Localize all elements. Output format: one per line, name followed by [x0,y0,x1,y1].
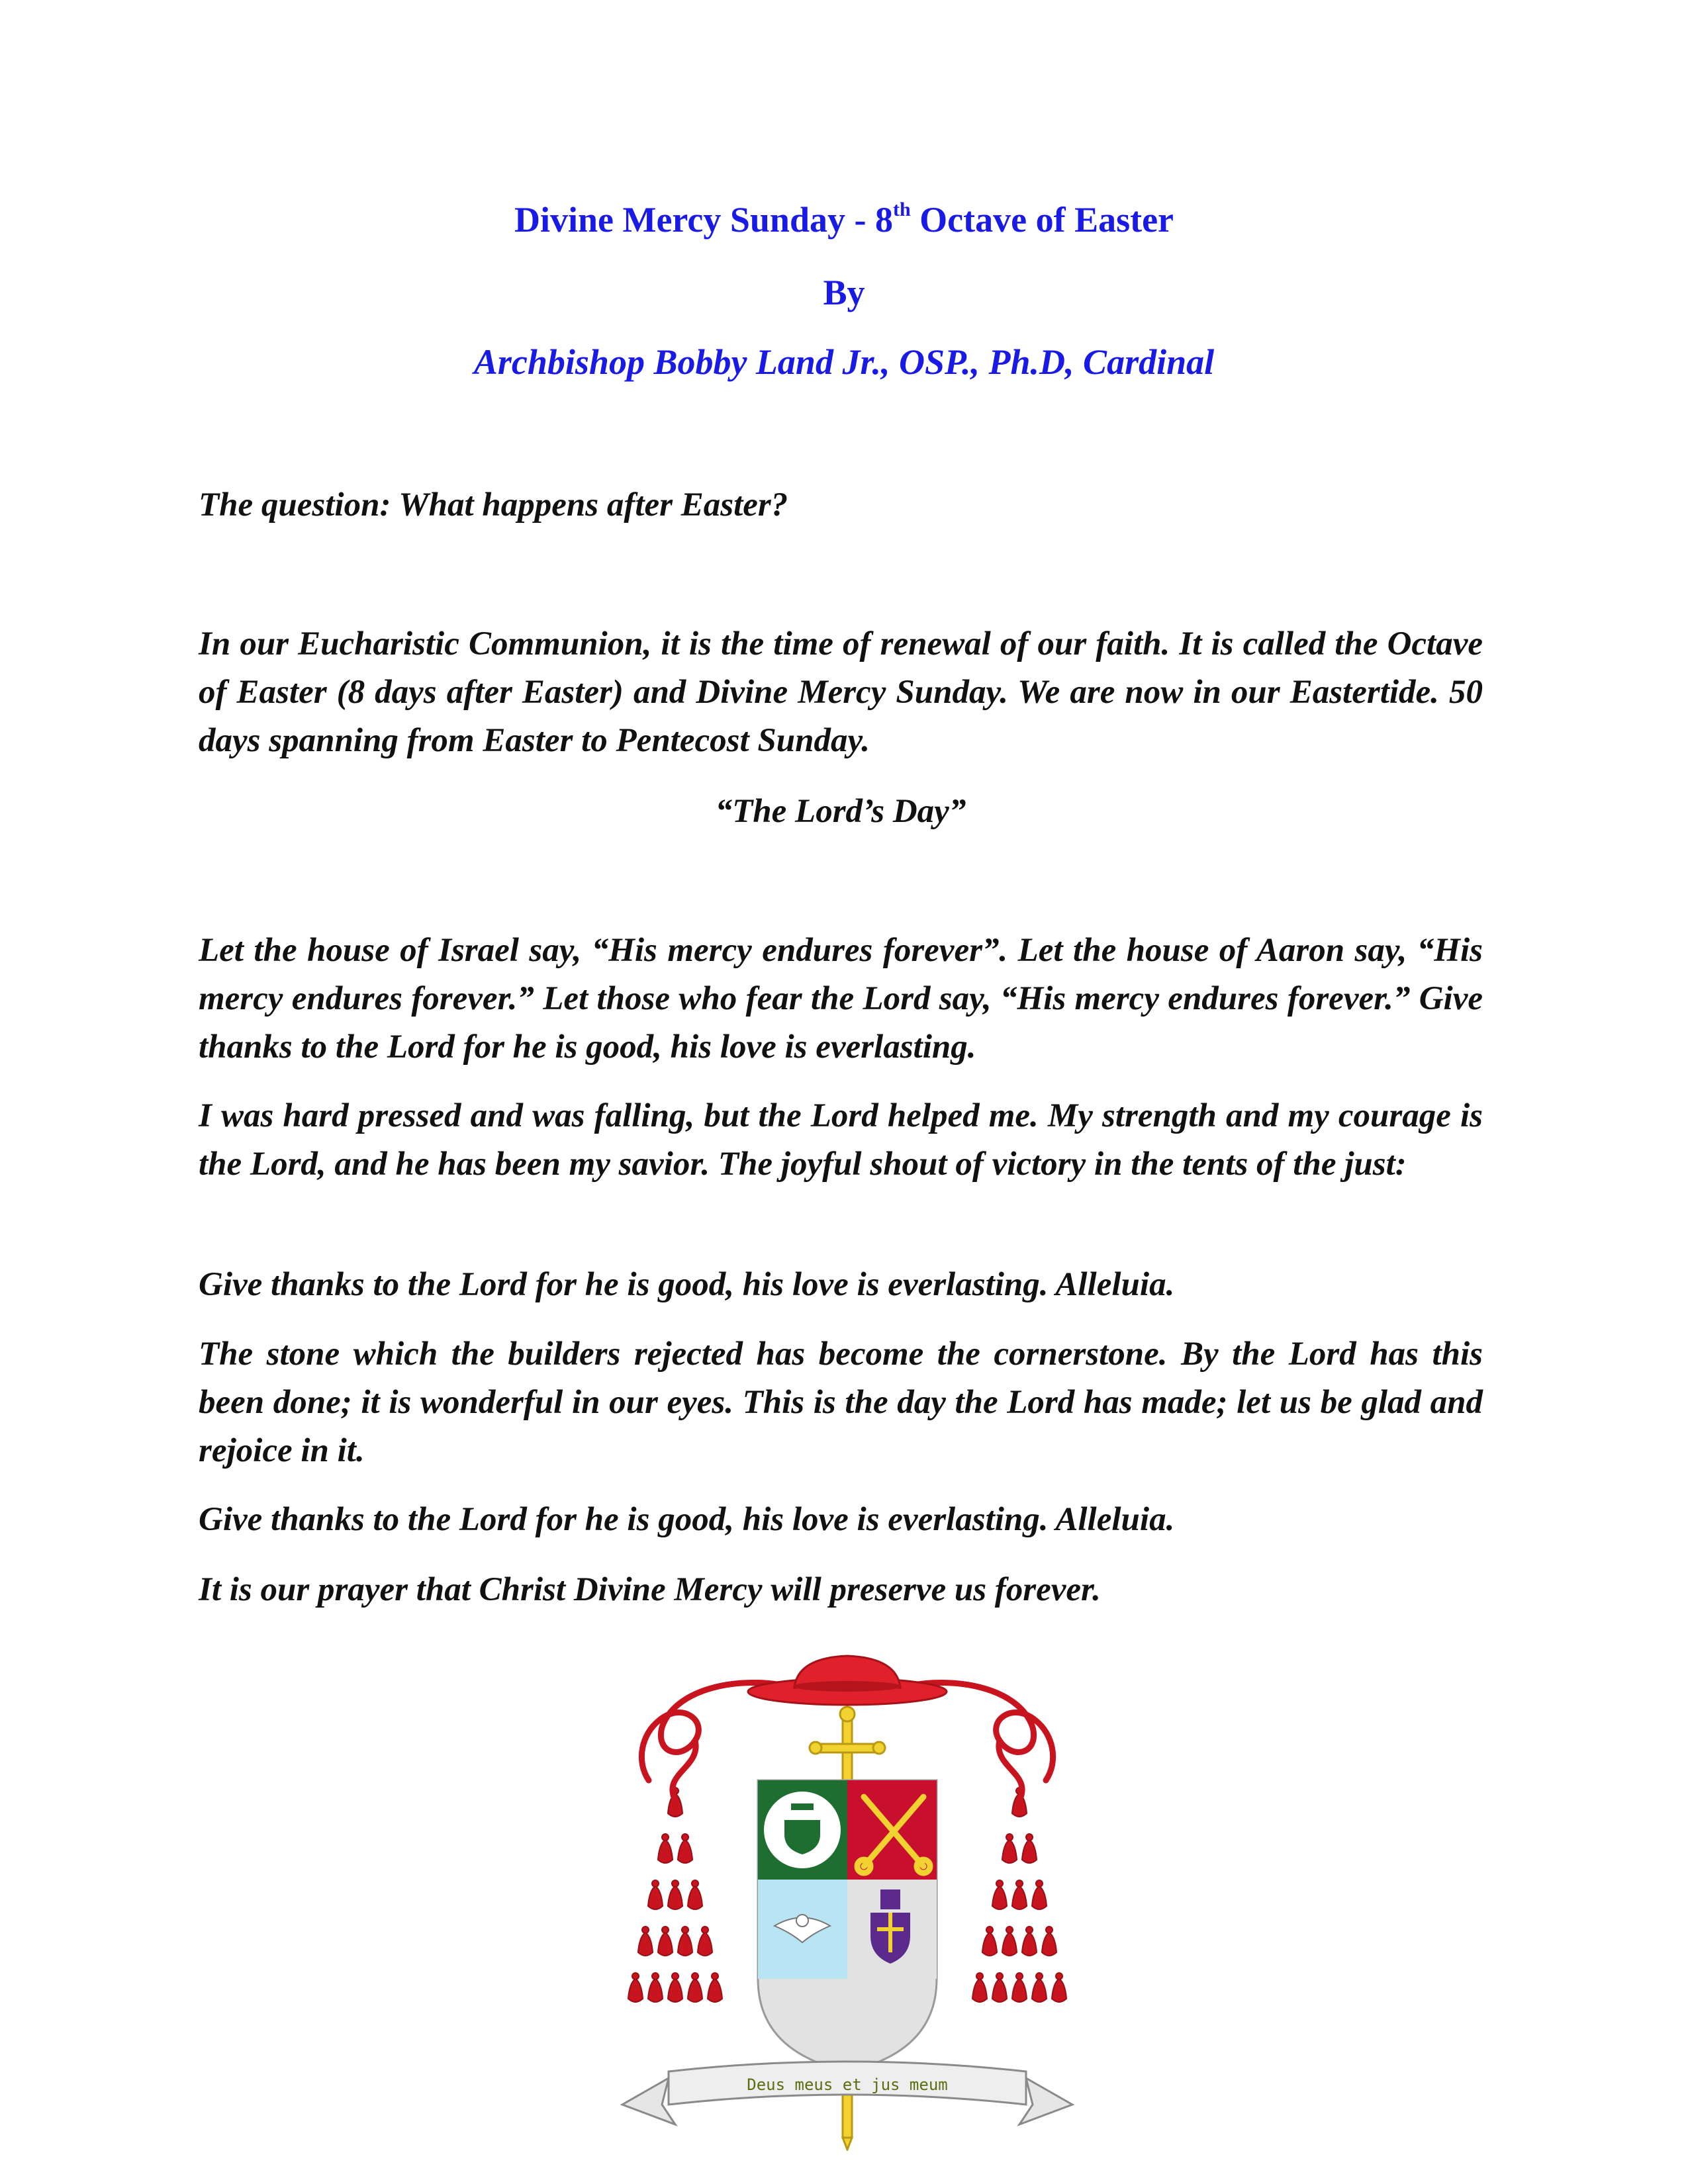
tassel-knot-icon [1036,1880,1043,1887]
tassel-knot-icon [652,1880,659,1887]
paragraph-cornerstone: The stone which the builders rejected has become the cornerstone. By the Lord has this been done; it is wonderful in our eyes. This is the day the Lord has made; let us be glad and rejoice in it. [199,1336,1483,1469]
tassel-knot-icon [1046,1927,1053,1933]
tassel-icon [1012,1979,1027,2002]
tassel-icon [992,1886,1007,1909]
tassel-knot-icon [976,1973,983,1979]
tassel-knot-icon [652,1973,659,1979]
tassel-knot-icon [1026,1834,1033,1841]
paragraph-eucharistic: In our Eucharistic Communion, it is the time of renewal of our faith. It is called the Octave of Easter (8 days after Easter) and Divine Mercy Sunday. We are now in our Eastertide. 50 days spanning from Easter to Pentecost Sunday. [199,625,1483,759]
tassel-knot-icon [682,1834,688,1841]
tassel-knot-icon [1036,1973,1043,1979]
motto-text: Deus meus et jus meum [747,2075,948,2094]
question-line: The question: What happens after Easter? [199,486,788,523]
tassel-icon [628,1979,643,2002]
tassel-icon [638,1933,653,1956]
tassels-left-icon [628,1788,722,2002]
tassel-icon [1032,1979,1047,2002]
tassel-knot-icon [692,1880,698,1887]
tassel-icon [1042,1933,1056,1956]
tassel-knot-icon [712,1973,718,1979]
tassel-icon [1002,1840,1017,1863]
tassel-knot-icon [672,1973,679,1979]
paragraph-alleluia-2: Give thanks to the Lord for he is good, his love is everlasting. Alleluia. [199,1501,1175,1538]
tassel-knot-icon [986,1927,993,1933]
title-text: Divine Mercy Sunday - 8 [514,200,893,240]
title-text-end: Octave of Easter [910,200,1174,240]
tassel-knot-icon [682,1927,688,1933]
tassel-icon [668,1886,682,1909]
tassel-icon [678,1933,692,1956]
byline: By [823,273,865,312]
tassel-knot-icon [996,1973,1003,1979]
tassel-knot-icon [1056,1973,1062,1979]
paragraph-house-of-israel: Let the house of Israel say, “His mercy endures forever”. Let the house of Aaron say, “His mercy endures forever.” Let those who fear the Lord say, “His mercy endures forever.” Give thanks to the Lord for he is good, his love is everlasting. [199,932,1483,1066]
shield-icon [758,1780,937,2071]
tassels-right-icon [972,1788,1066,2002]
tassel-knot-icon [662,1834,669,1841]
tassel-knot-icon [642,1927,649,1933]
tassel-knot-icon [1016,1973,1023,1979]
tassel-icon [982,1933,997,1956]
tassel-icon [698,1933,712,1956]
heading-lords-day: “The Lord’s Day” [715,793,966,830]
tassel-icon [648,1979,663,2002]
author-name: Archbishop Bobby Land Jr., OSP., Ph.D, Cardinal [473,342,1215,382]
tassel-icon [688,1886,702,1909]
tassel-knot-icon [1016,1880,1023,1887]
galero-hat-icon [748,1656,947,1705]
tassel-icon [1022,1840,1037,1863]
tassel-icon [1032,1886,1047,1909]
tassel-knot-icon [702,1927,708,1933]
tassel-knot-icon [662,1927,669,1933]
tassel-icon [1002,1933,1017,1956]
tassel-icon [1052,1979,1066,2002]
tassel-icon [1022,1933,1037,1956]
tassel-icon [668,1979,682,2002]
tassel-knot-icon [996,1880,1003,1887]
tassel-knot-icon [692,1973,698,1979]
coat-of-arms-icon [596,1648,1099,2151]
title-superscript: th [892,199,911,220]
tassel-icon [658,1933,673,1956]
paragraph-alleluia-1: Give thanks to the Lord for he is good, his love is everlasting. Alleluia. [199,1266,1175,1303]
tassel-icon [648,1886,663,1909]
tassel-icon [972,1979,987,2002]
document-title [0,199,1688,241]
tassel-icon [658,1840,673,1863]
tassel-knot-icon [1026,1927,1033,1933]
tassel-icon [1012,1886,1027,1909]
paragraph-closing-prayer: It is our prayer that Christ Divine Mercy will preserve us forever. [199,1571,1101,1608]
tassel-icon [688,1979,702,2002]
paragraph-hard-pressed: I was hard pressed and was falling, but the Lord helped me. My strength and my courage is the Lord, and he has been my savior. The joyful shout of victory in the tents of the just: [199,1097,1483,1183]
tassel-icon [708,1979,722,2002]
tassel-icon [678,1840,692,1863]
tassel-knot-icon [672,1880,679,1887]
tassel-knot-icon [632,1973,639,1979]
tassel-knot-icon [1006,1927,1013,1933]
tassel-icon [992,1979,1007,2002]
tassel-knot-icon [1006,1834,1013,1841]
